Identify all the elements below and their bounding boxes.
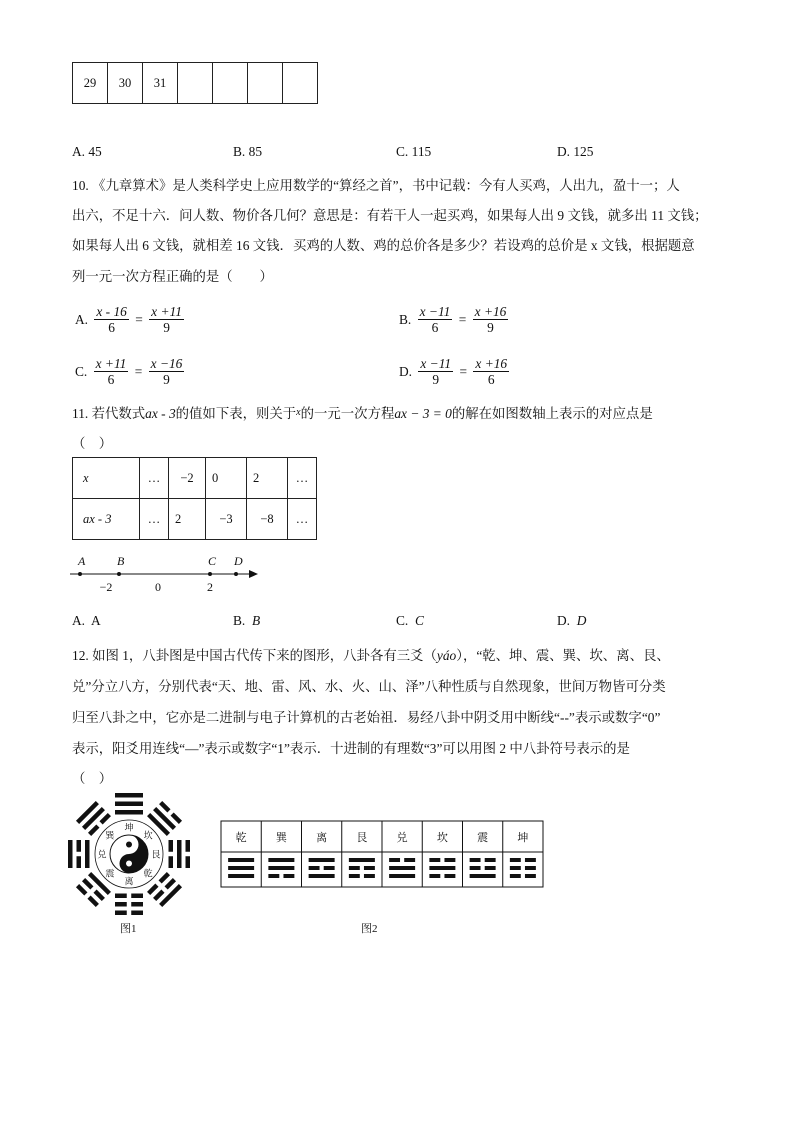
tick-label: −2 xyxy=(99,580,113,594)
yin-line xyxy=(171,812,182,823)
yin-line xyxy=(159,801,170,812)
q11-equation: ax − 3 = 0 xyxy=(394,406,452,421)
q12-text-line3: 归至八卦之中，它亦是二进制与电子计算机的古老始祖．易经八卦中阴爻用中断线“--”表示或数字“0” xyxy=(72,710,661,725)
q11-prefix: 11. 若代数式 xyxy=(72,406,146,421)
yin-line xyxy=(429,874,440,878)
q12-text: 12. 如图 1，八卦图是中国古代传下来的图形，八卦各有三爻（ xyxy=(72,648,437,663)
fraction-denominator: 9 xyxy=(163,320,170,336)
yin-line xyxy=(389,858,400,862)
q11-option-c xyxy=(396,613,424,629)
table-cell: x xyxy=(73,458,140,499)
trigram-name: 离 xyxy=(316,832,328,844)
trigram-name: 震 xyxy=(477,832,489,844)
trigram-name: 乾 xyxy=(235,832,247,844)
bagua-trigram-icon xyxy=(169,840,191,868)
yang-line xyxy=(228,858,254,862)
yin-line xyxy=(429,858,440,862)
q12-text-line2: 兑”分立八方，分别代表“天、地、雷、风、水、火、山、泽”八种性质与自然现象，世间万物皆可分类 xyxy=(72,679,666,694)
fraction-denominator: 9 xyxy=(487,320,494,336)
trigram-name: 兑 xyxy=(396,832,408,844)
yin-line xyxy=(169,856,174,868)
trigram-symbol-icon xyxy=(470,858,496,878)
yin-line xyxy=(131,894,143,899)
fraction-denominator: 6 xyxy=(107,372,115,388)
trigram-symbol-icon xyxy=(268,858,294,878)
table-cell: ax - 3 xyxy=(73,499,140,540)
bagua-label: 震 xyxy=(105,868,115,879)
point-label: C xyxy=(208,554,217,568)
yin-line xyxy=(510,874,521,878)
yin-line xyxy=(131,902,143,907)
q12-text: ），“乾、坤、震、巽、坎、离、艮、 xyxy=(456,648,670,663)
bagua-label: 乾 xyxy=(143,868,153,879)
q12-pinyin: yáo xyxy=(436,648,457,663)
table-cell: 2 xyxy=(247,458,288,499)
fraction-numerator: x −16 xyxy=(150,356,183,371)
option-value: C xyxy=(414,613,424,628)
table-cell: 0 xyxy=(206,458,247,499)
q11-expression: ax - 3 xyxy=(145,406,176,421)
yin-line xyxy=(444,874,455,878)
yang-line xyxy=(177,840,182,868)
yin-line xyxy=(147,884,158,895)
point-label: D xyxy=(234,554,243,568)
yin-line xyxy=(364,874,375,878)
q11-option-a xyxy=(72,613,101,629)
yang-line xyxy=(429,866,455,870)
q10-option-a: A. $\frac{x - 16}{6}$ = $\frac{x +11}{9}$ xyxy=(75,304,182,336)
yin-line xyxy=(82,878,93,889)
yang-line xyxy=(153,807,176,830)
q9-option-b: B. 85 xyxy=(233,144,263,159)
q10-text-line3: 如果每人出 6 文钱，就相差 16 文钱．买鸡的人数、鸡的总价各是多少？若设鸡的总价是 x 文钱，根据题意 xyxy=(72,238,695,253)
point-b xyxy=(117,572,121,576)
fraction-denominator: 9 xyxy=(163,372,170,388)
yin-line xyxy=(470,858,481,862)
yin-line xyxy=(88,824,99,835)
tick-label: 2 xyxy=(207,580,213,594)
bagua-trigram-icon xyxy=(115,894,143,916)
table-row xyxy=(73,499,317,540)
q11-stem xyxy=(72,403,653,422)
figure-2-caption: 图2 xyxy=(361,923,378,935)
yin-line xyxy=(115,894,127,899)
q10-text-line1: 10. 《九章算术》是人类科学史上应用数学的“算经之首”，书中记载：今有人买鸡，人出九，盈十一；人 xyxy=(72,178,680,193)
calendar-cell xyxy=(213,63,248,104)
trigram-name: 坤 xyxy=(517,832,529,844)
yang-line xyxy=(115,802,143,807)
bagua-trigram-icon xyxy=(68,840,90,868)
yin-line xyxy=(87,896,98,907)
q12-text-line4: 表示，阳爻用连线“—”表示或数字“1”表示．十进制的有理数“3”可以用图 2 中八卦符号表示的是 xyxy=(72,741,630,756)
yang-line xyxy=(389,866,415,870)
fraction-numerator: x −11 xyxy=(420,356,452,371)
yang-line xyxy=(309,874,335,878)
calendar-cell xyxy=(283,63,318,104)
fraction-denominator: 9 xyxy=(432,372,440,388)
yin-line xyxy=(364,866,375,870)
calendar-fragment-table xyxy=(72,62,318,104)
yang-line xyxy=(470,874,496,878)
yin-line xyxy=(324,866,335,870)
fraction-denominator: 6 xyxy=(431,320,439,336)
table-cell: … xyxy=(288,458,317,499)
q11-option-b xyxy=(233,613,260,629)
q10-option-c: C. $\frac{x +11}{6}$ = $\frac{x -16}{9}$ xyxy=(75,356,183,388)
bagua-trigram-icon xyxy=(115,793,143,815)
option-label: D. xyxy=(557,613,571,628)
table-cell: … xyxy=(288,499,317,540)
option-label: C. xyxy=(396,613,409,628)
q11-text: 的值如下表，则关于 xyxy=(175,406,297,421)
yin-line xyxy=(470,866,481,870)
q10-option-b: B. $\frac{x -11}{6}$ = $\frac{x +16}{9}$ xyxy=(399,304,507,336)
q11-option-d xyxy=(557,613,586,629)
yin-line xyxy=(485,866,496,870)
trigram-symbol-icon xyxy=(228,858,254,878)
point-label: B xyxy=(117,554,125,568)
yin-line xyxy=(349,874,360,878)
yin-line xyxy=(186,856,191,868)
fraction-numerator: x +16 xyxy=(474,304,507,319)
yang-line xyxy=(85,840,90,868)
yang-line xyxy=(76,801,99,824)
q11-text: 的一元一次方程 xyxy=(300,406,395,421)
trigram-name: 巽 xyxy=(275,832,287,844)
calendar-cell: 30 xyxy=(108,63,143,104)
yin-line xyxy=(159,872,170,883)
bagua-label: 兑 xyxy=(97,849,107,860)
yang-line xyxy=(68,840,73,868)
yin-line xyxy=(309,866,320,870)
table-cell: … xyxy=(140,458,169,499)
yang-line xyxy=(309,858,335,862)
yin-line xyxy=(77,840,82,852)
option-label: A. xyxy=(72,613,86,628)
trigram-table xyxy=(220,820,546,890)
table-cell: 2 xyxy=(169,499,206,540)
taiji-icon xyxy=(110,835,148,873)
yin-line xyxy=(510,858,521,862)
calendar-cell: 31 xyxy=(143,63,178,104)
arrow-icon xyxy=(249,570,258,578)
yin-line xyxy=(268,874,279,878)
yin-line xyxy=(444,858,455,862)
yin-line xyxy=(115,911,127,916)
trigram-symbol-icon xyxy=(429,858,455,878)
option-value: D xyxy=(576,613,587,628)
yang-line xyxy=(115,810,143,815)
yang-line xyxy=(82,807,105,830)
q11-text: 的解在如图数轴上表示的对应点是 xyxy=(451,406,653,421)
yin-line xyxy=(131,911,143,916)
yin-line xyxy=(283,874,294,878)
table-cell: −2 xyxy=(169,458,206,499)
point-c xyxy=(208,572,212,576)
yin-line xyxy=(525,874,536,878)
yin-line xyxy=(525,858,536,862)
yin-line xyxy=(525,866,536,870)
table-row xyxy=(73,458,317,499)
yang-line xyxy=(268,858,294,862)
bagua-diagram xyxy=(64,790,194,918)
yin-line xyxy=(77,856,82,868)
option-value: A xyxy=(91,613,101,628)
q9-option-d: D. 125 xyxy=(557,144,594,159)
figure-1-caption: 图1 xyxy=(120,923,137,935)
q11-answer-paren: （ ） xyxy=(72,436,113,451)
calendar-cell xyxy=(178,63,213,104)
fraction-numerator: x +16 xyxy=(475,356,508,371)
bagua-label: 艮 xyxy=(151,849,161,860)
trigram-symbol-icon xyxy=(309,858,335,878)
trigram-symbol-icon xyxy=(389,858,415,878)
bagua-label: 坎 xyxy=(143,830,153,841)
table-cell: −3 xyxy=(206,499,247,540)
yin-line xyxy=(115,902,127,907)
option-label: D. xyxy=(399,363,413,379)
yin-line xyxy=(186,840,191,852)
option-label: C. xyxy=(75,363,88,379)
q11-value-table xyxy=(72,457,317,540)
option-label: B. xyxy=(399,311,412,327)
calendar-cell xyxy=(248,63,283,104)
trigram-symbol-icon xyxy=(349,858,375,878)
fraction-denominator: 6 xyxy=(487,372,495,388)
fraction-numerator: x −11 xyxy=(419,304,451,319)
q11-variable: x xyxy=(296,407,301,418)
table-cell: −8 xyxy=(247,499,288,540)
point-d xyxy=(234,572,238,576)
yang-line xyxy=(349,858,375,862)
yin-line xyxy=(169,840,174,852)
fraction-numerator: x +11 xyxy=(95,356,127,371)
bagua-label: 坤 xyxy=(124,822,134,833)
yang-line xyxy=(389,874,415,878)
yang-line xyxy=(228,866,254,870)
yin-line xyxy=(99,813,110,824)
option-label: A. xyxy=(75,311,89,327)
yin-line xyxy=(404,858,415,862)
fraction-numerator: x +11 xyxy=(151,304,182,319)
yin-line xyxy=(485,858,496,862)
option-value: B xyxy=(251,613,261,628)
yin-line xyxy=(510,866,521,870)
option-label: B. xyxy=(233,613,246,628)
q11-number-line xyxy=(66,550,266,596)
yang-line xyxy=(115,793,143,798)
fraction-denominator: 6 xyxy=(108,320,115,336)
trigram-name: 艮 xyxy=(356,832,368,844)
fraction-numerator: x - 16 xyxy=(96,304,127,319)
table-row xyxy=(73,63,318,104)
tick-label: 0 xyxy=(155,580,161,594)
yin-line xyxy=(93,890,104,901)
q9-option-c: C. 115 xyxy=(396,144,432,159)
trigram-symbol-icon xyxy=(510,858,536,878)
point-a xyxy=(78,572,82,576)
yang-line xyxy=(228,874,254,878)
bagua-label: 巽 xyxy=(105,830,115,841)
bagua-label: 离 xyxy=(124,876,134,887)
q10-text-line4: 列一元一次方程正确的是（ ） xyxy=(72,269,273,284)
q10-text-line2: 出六，不足十六．问人数、物价各几何？意思是：有若干人一起买鸡，如果每人出 9 文钱，就多出 11 文钱； xyxy=(72,208,708,223)
yang-line xyxy=(268,866,294,870)
yin-line xyxy=(76,884,87,895)
yin-line xyxy=(349,866,360,870)
yang-line xyxy=(159,884,182,907)
q9-option-a: A. 45 xyxy=(72,144,102,159)
q12-answer-paren: （ ） xyxy=(72,771,113,786)
q12-text-line1 xyxy=(72,645,670,664)
yin-line xyxy=(153,890,164,901)
calendar-cell: 29 xyxy=(73,63,108,104)
q10-option-d: D. $\frac{x -11}{9}$ = $\frac{x +16}{6}$ xyxy=(399,356,508,388)
yin-line xyxy=(165,878,176,889)
point-label: A xyxy=(78,554,86,568)
trigram-name: 坎 xyxy=(436,832,448,844)
table-cell: … xyxy=(140,499,169,540)
